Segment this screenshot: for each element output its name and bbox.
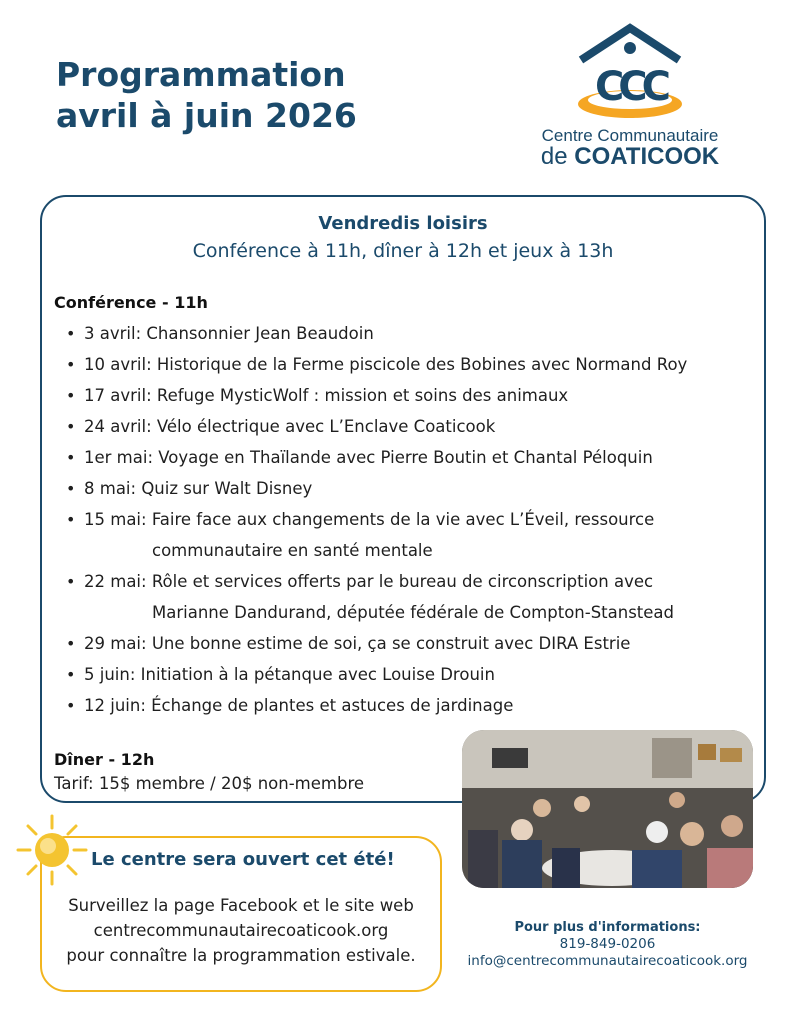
contact-info — [462, 920, 753, 970]
event-item — [64, 442, 754, 473]
summer-body — [50, 893, 432, 968]
logo-city: COATICOOK — [574, 143, 720, 170]
event-item — [64, 411, 754, 442]
event-item — [64, 566, 754, 628]
page-title — [56, 54, 357, 136]
event-photo — [462, 730, 753, 888]
event-item — [64, 380, 754, 411]
summer-line-3: pour connaître la programmation estivale. — [66, 946, 416, 965]
event-text-continued: communautaire en santé mentale — [152, 541, 433, 560]
section-title: Vendredis loisirs — [318, 213, 488, 234]
event-text: 3 avril: Chansonnier Jean Beaudoin — [84, 324, 374, 343]
title-line-1: Programmation — [56, 55, 346, 94]
event-text-continued: Marianne Dandurand, députée fédérale de Compton-Stanstead — [152, 603, 675, 622]
summer-website: centrecommunautairecoaticook.org — [93, 921, 389, 940]
event-item — [64, 504, 754, 566]
sun-icon — [16, 814, 88, 886]
event-item — [64, 318, 754, 349]
diner-tarif: Tarif: 15$ membre / 20$ non-membre — [54, 774, 365, 793]
event-item — [64, 349, 754, 380]
conference-list — [64, 318, 754, 721]
event-text: 29 mai: Une bonne estime de soi, ça se construit avec DIRA Estrie — [84, 634, 631, 653]
title-line-2: avril à juin 2026 — [56, 96, 357, 135]
event-text: 22 mai: Rôle et services offerts par le bureau de circonscription avec — [84, 572, 654, 591]
logo-text-line-1: Centre Communautaire — [541, 126, 719, 145]
event-text: 8 mai: Quiz sur Walt Disney — [84, 479, 313, 498]
event-text: 5 juin: Initiation à la pétanque avec Louise Drouin — [84, 665, 495, 684]
section-subtitle: Conférence à 11h, dîner à 12h et jeux à 13h — [192, 240, 614, 262]
event-text: 17 avril: Refuge MysticWolf : mission et soins des animaux — [84, 386, 569, 405]
event-text: 24 avril: Vélo électrique avec L’Enclave Coaticook — [84, 417, 496, 436]
event-item — [64, 690, 754, 721]
summer-line-1: Surveillez la page Facebook et le site web — [68, 896, 414, 915]
logo-prefix: de — [540, 143, 575, 170]
event-item — [64, 473, 754, 504]
contact-title: Pour plus d'informations: — [514, 920, 701, 935]
conference-heading: Conférence - 11h — [54, 293, 208, 312]
ccc-logo — [535, 22, 725, 172]
event-item — [64, 628, 754, 659]
logo-text-line-2 — [535, 143, 725, 171]
event-text: 12 juin: Échange de plantes et astuces de jardinage — [84, 696, 514, 715]
diner-heading: Dîner - 12h — [54, 750, 155, 769]
logo-house-mark — [573, 22, 687, 122]
event-item — [64, 659, 754, 690]
contact-phone: 819-849-0206 — [559, 936, 656, 952]
event-text: 15 mai: Faire face aux changements de la vie avec L’Éveil, ressource — [84, 510, 655, 529]
event-text: 10 avril: Historique de la Ferme piscicole des Bobines avec Normand Roy — [84, 355, 688, 374]
logo-letters: CCC — [594, 64, 666, 110]
event-text: 1er mai: Voyage en Thaïlande avec Pierre Boutin et Chantal Péloquin — [84, 448, 653, 467]
summer-title: Le centre sera ouvert cet été! — [91, 849, 395, 870]
contact-email: info@centrecommunautairecoaticook.org — [467, 953, 748, 969]
